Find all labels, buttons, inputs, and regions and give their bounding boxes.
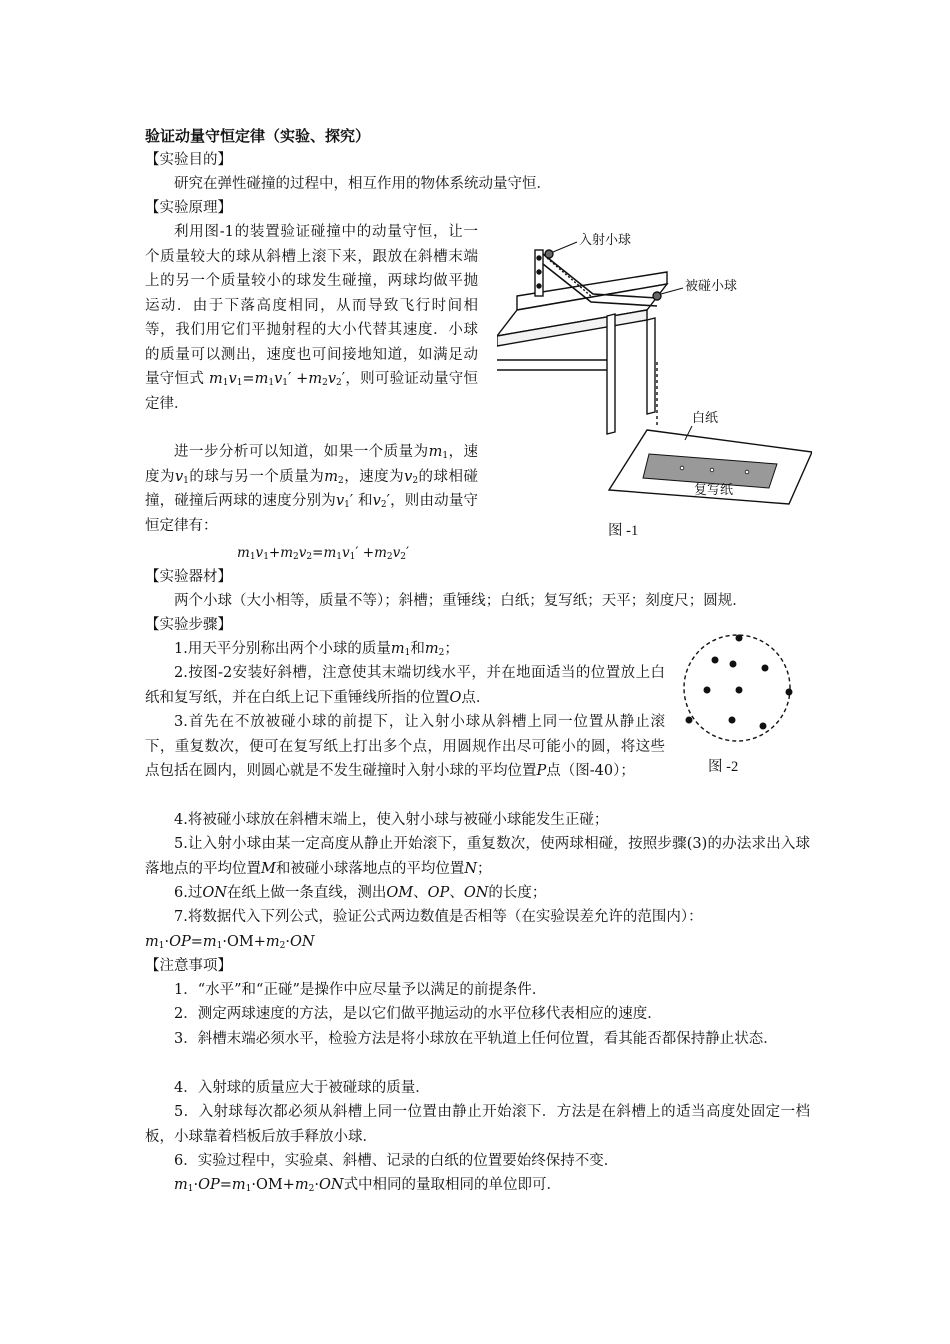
principle-text: 利用图-1的装置验证碰撞中的动量守恒，让一个质量较大的球从斜槽上滚下来，跟放在斜槽末端上的另一个质量较小的球发生碰撞，两球均做平抛运动．由于下落高度相同，从而导致飞行时间相等，我们用它们平抛射程的大小代替其速度．小球的质量可以测出，速度也可间接地知道，如满足动量守恒式 [145,224,478,387]
step-4: 4.将被碰小球放在斜槽末端上，使入射小球与被碰小球能发生正碰； [174,812,609,828]
step-1: 1.用天平分别称出两个小球的质量$m_1$和$m_2$； [174,641,459,658]
purpose-text: 研究在弹性碰撞的过程中，相互作用的物体系统动量守恒． [174,176,551,192]
label-carbon-paper: 复写纸 [694,483,734,498]
note-1: 1．“水平”和“正碰”是操作中应尽量予以满足的前提条件． [174,982,547,998]
heading-steps: 【实验步骤】 [145,617,232,633]
heading-principle: 【实验原理】 [145,200,232,216]
step-6: 6.过ON在纸上做一条直线，测出OM、OP、ON的长度； [174,885,547,901]
label-target-ball: 被碰小球 [685,279,738,294]
step-3: 3.首先在不放被碰小球的前提下，让入射小球从斜槽上同一位置从静止滚下，重复数次，便可在复写纸上打出多个点，用圆规作出尽可能小的圆，将这些点包括在圆内，则圆心就是不发生碰撞时入射小球的平均位置P点（图-40）； [145,714,665,779]
equipment-text: 两个小球（大小相等，质量不等）；斜槽；重锤线；白纸；复写纸；天平；刻度尺；圆规． [174,593,747,609]
figure-1-caption: 图 -1 [608,523,639,539]
heading-equipment: 【实验器材】 [145,569,232,585]
principle-para2-text: 进一步分析可以知道，如果一个质量为 [174,444,429,460]
note-6: 6．实验过程中，实验桌、斜槽、记录的白纸的位置要始终保持不变． [174,1153,619,1169]
figure-2-circle-points [675,630,800,745]
step-7-formula: $m_1\cdot OP=m_1\cdot OM+m_2\cdot ON$ [145,934,315,951]
principle-tail: ，则可验证动量守恒定律． [145,371,479,412]
label-white-paper: 白纸 [692,411,719,426]
page-title: 验证动量守恒定律（实验、探究） [145,127,371,145]
principle-formula: $m_1v_1+m_2v_2=m_1v_1' +m_2v_2'$ [237,545,410,562]
note-7: $m_1\cdot OP=m_1\cdot OM+m_2\cdot ON$式中相同的量取相同的单位即可． [174,1177,562,1194]
step-7: 7.将数据代入下列公式，验证公式两边数值是否相等（在实验误差允许的范围内）： [174,909,703,925]
note-3: 3．斜槽末端必须水平，检验方法是将小球放在平轨道上任何位置，看其能否都保持静止状态． [174,1031,778,1047]
step-2: 2.按图-2安装好斜槽，注意使其末端切线水平，并在地面适当的位置放上白纸和复写纸，并在白纸上记下重锤线所指的位置O点． [145,665,665,706]
heading-notes: 【注意事项】 [145,958,232,974]
step-5: 5.让入射小球由某一定高度从静止开始滚下，重复数次，使两球相碰，按照步骤(3)的办法求出入球落地点的平均位置M和被碰小球落地点的平均位置N； [145,836,810,877]
note-2: 2．测定两球速度的方法，是以它们做平抛运动的水平位移代表相应的速度． [174,1006,662,1022]
apparatus-drawing [497,232,812,517]
principle-para1: 利用图-1的装置验证碰撞中的动量守恒，让一个质量较大的球从斜槽上滚下来，跟放在斜槽末端上的另一个质量较小的球发生碰撞，两球均做平抛运动．由于下落高度相同，从而导致飞行时间相等，我们用它们平抛射程的大小代替其速度．小球的质量可以测出，速度也可间接地知道，如满足动量守恒式 $m_1v_1=m_1v_1' +m_2v_2'$，则可验证动量守恒定律． [145,224,479,412]
points-circle-drawing [675,630,800,745]
heading-purpose: 【实验目的】 [145,152,232,168]
principle-para2: 进一步分析可以知道，如果一个质量为$m_1$，速度为$v_1$的球与另一个质量为$m_2$，速度为$v_2$的球相碰撞，碰撞后两球的速度分别为$v_1'$ 和$v_2'$，则由动量守恒定律有： [145,444,479,534]
note-5: 5．入射球每次都必须从斜槽上同一位置由静止开始滚下．方法是在斜槽上的适当高度处固定一档板，小球靠着档板后放手释放小球． [145,1104,810,1145]
figure-1-apparatus [497,232,812,517]
note-4: 4．入射球的质量应大于被碰球的质量． [174,1080,430,1096]
figure-2-caption: 图 -2 [708,759,739,775]
label-incident-ball: 入射小球 [579,233,632,248]
